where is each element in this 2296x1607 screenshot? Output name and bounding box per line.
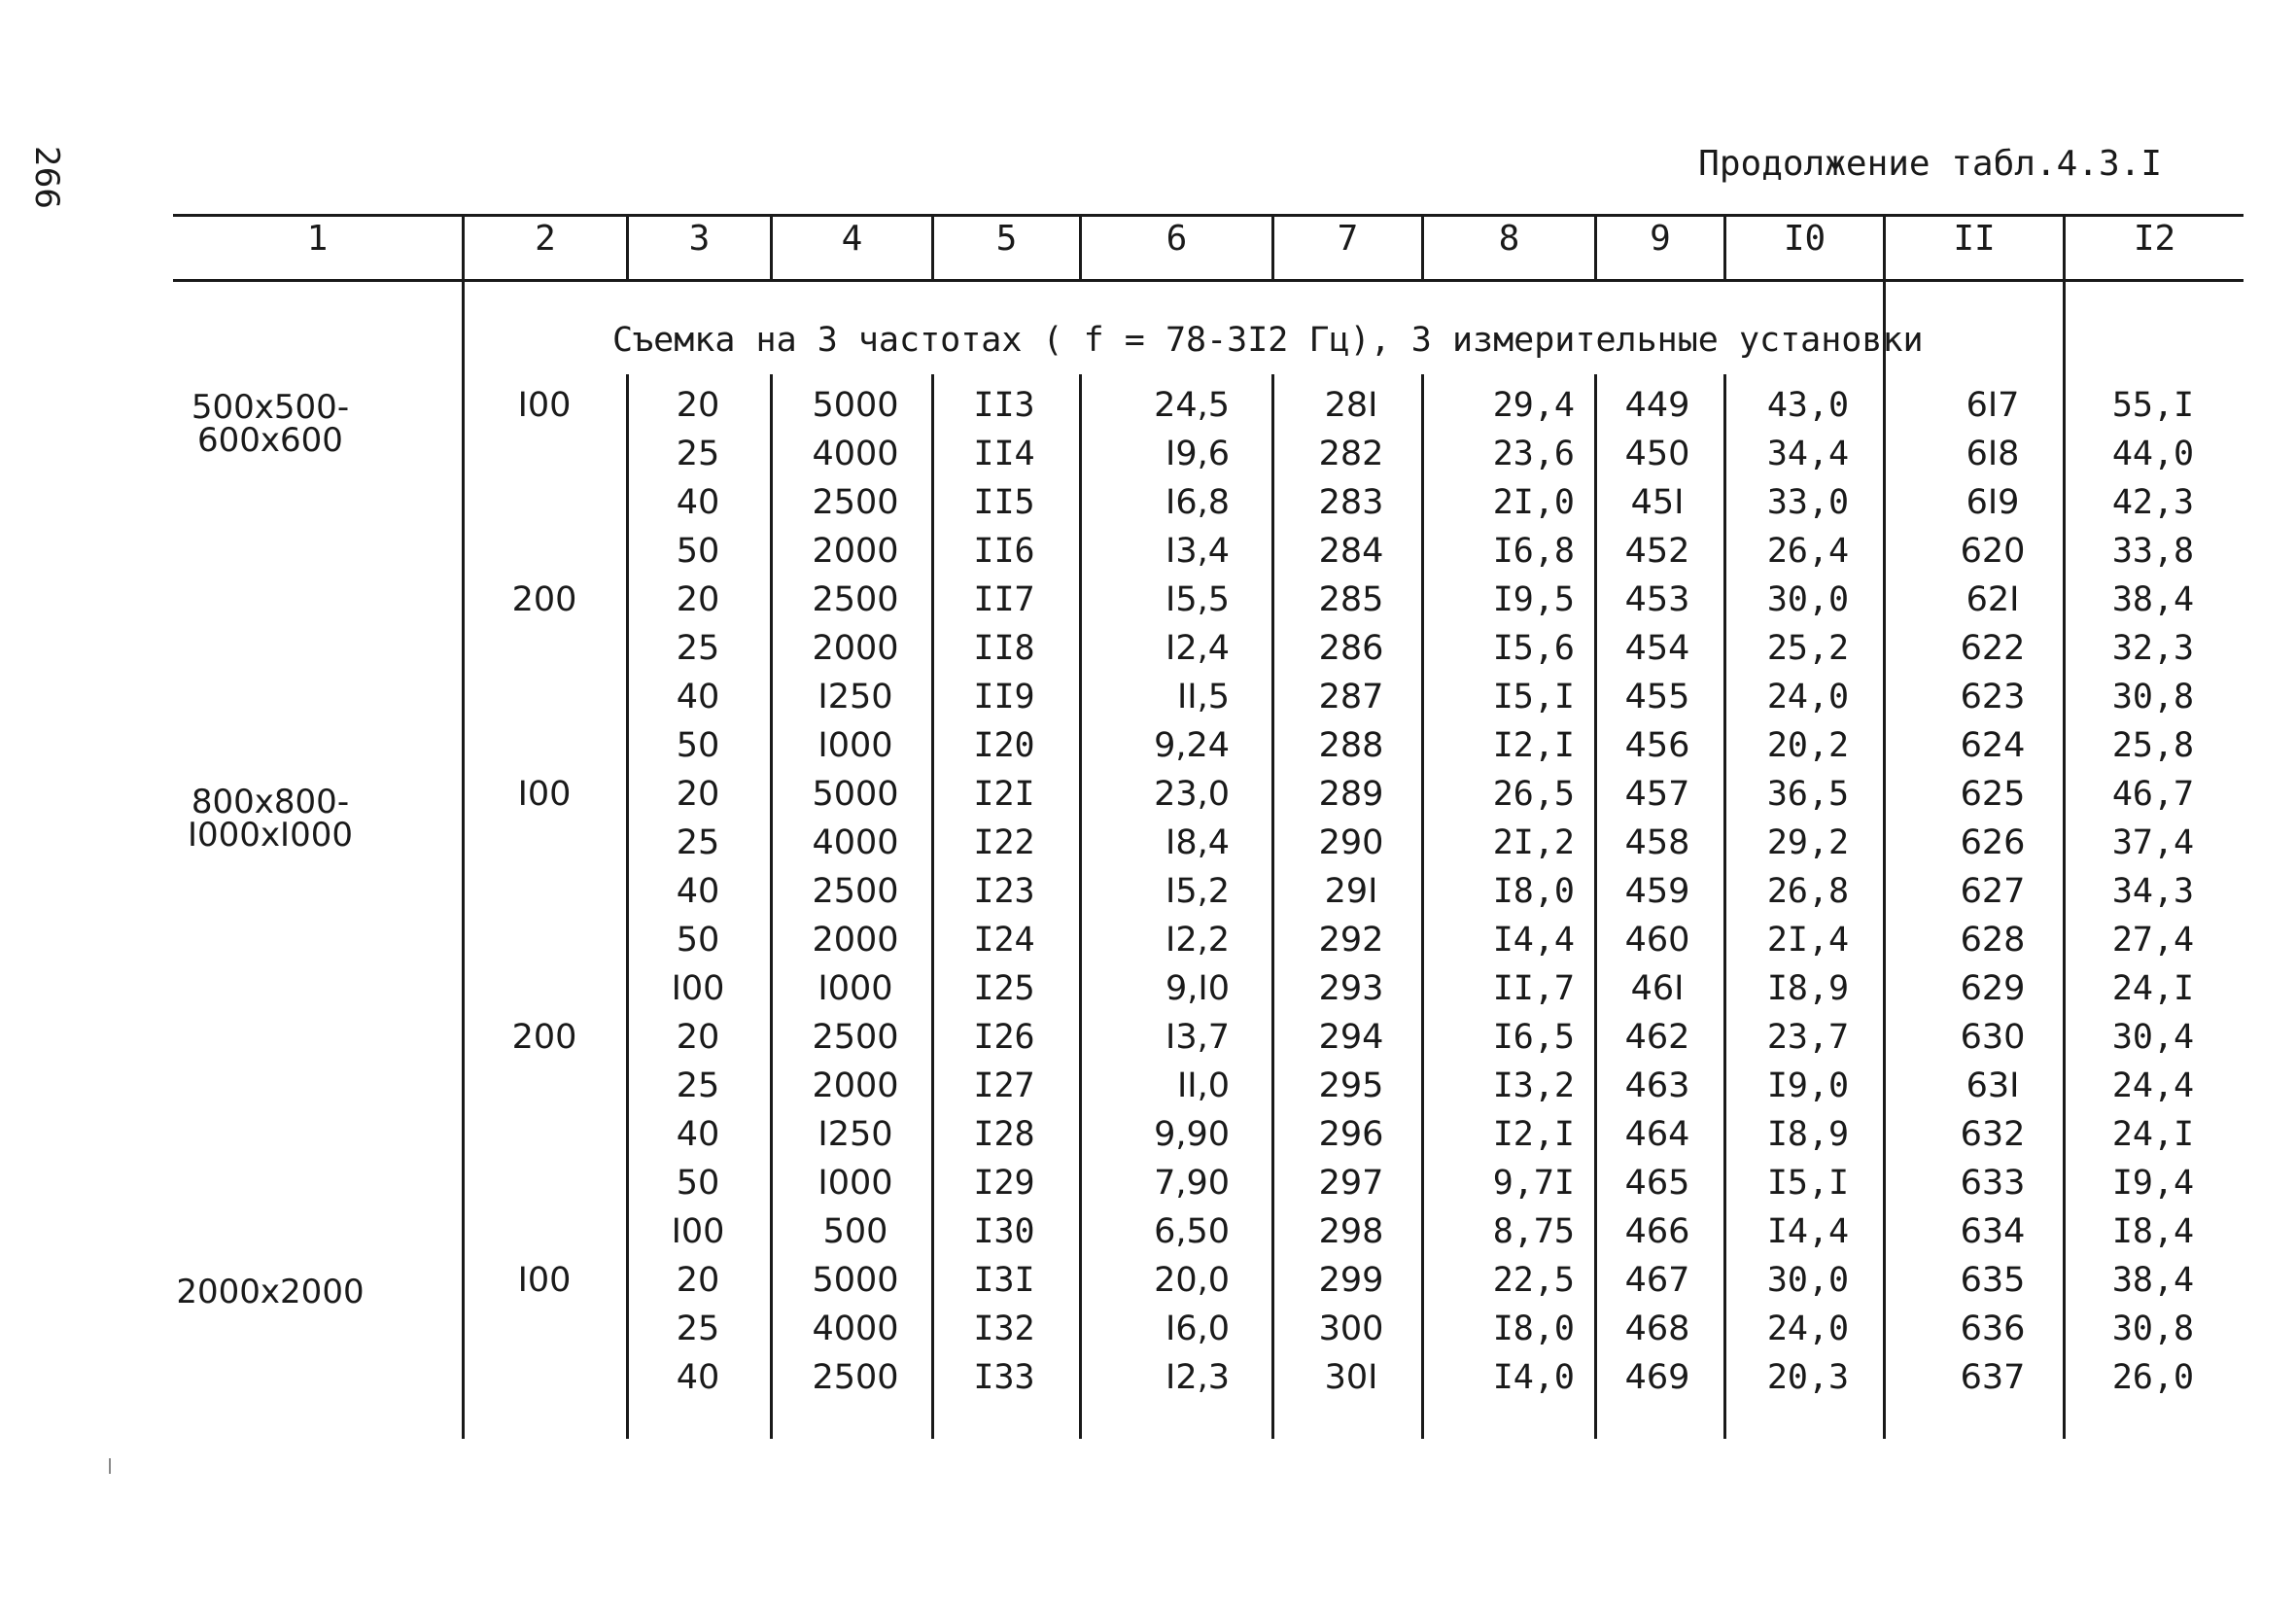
col-8-cell: I4,4 bbox=[1492, 921, 1575, 960]
col-10-cell: 25,2 bbox=[1766, 629, 1850, 668]
column-header-3: 3 bbox=[688, 219, 711, 259]
col-12-cell: 30,4 bbox=[2111, 1018, 2195, 1057]
col-8-cell: 29,4 bbox=[1492, 386, 1575, 425]
col-11-cell: 637 bbox=[1960, 1358, 2026, 1397]
col-9-cell: 46I bbox=[1630, 969, 1685, 1008]
col-6-cell: I3,7 bbox=[1165, 1018, 1230, 1057]
col-5-cell: I20 bbox=[973, 726, 1035, 765]
col-6-cell: I5,2 bbox=[1165, 872, 1230, 911]
col-7-cell: 283 bbox=[1318, 483, 1384, 522]
column-header-1: 1 bbox=[306, 219, 329, 259]
col-5-cell: II9 bbox=[973, 678, 1035, 716]
col-7-cell: 290 bbox=[1318, 823, 1384, 862]
table-top-rule bbox=[173, 214, 2244, 217]
col-11-cell: 633 bbox=[1960, 1164, 2026, 1203]
col-12-cell: 38,4 bbox=[2111, 1261, 2195, 1300]
col-5-cell: I23 bbox=[973, 872, 1035, 911]
col-9-cell: 462 bbox=[1624, 1018, 1690, 1057]
col-3-cell: I00 bbox=[671, 1212, 725, 1251]
col-11-cell: 6I8 bbox=[1966, 435, 2020, 473]
col-6-cell: I8,4 bbox=[1165, 823, 1230, 862]
col-10-cell: 2I,4 bbox=[1766, 921, 1850, 960]
col-5-cell: II8 bbox=[973, 629, 1035, 668]
col-4-cell: 2000 bbox=[812, 1066, 899, 1105]
col-3-cell: 25 bbox=[676, 823, 720, 862]
col-4-cell: I250 bbox=[818, 1115, 893, 1154]
col-6-cell: 23,0 bbox=[1154, 775, 1230, 814]
col-5-cell: I24 bbox=[973, 921, 1035, 960]
col-3-cell: 40 bbox=[676, 678, 720, 716]
col-6-cell: II,5 bbox=[1176, 678, 1230, 716]
col-7-cell: 292 bbox=[1318, 921, 1384, 960]
col-12-cell: 34,3 bbox=[2111, 872, 2195, 911]
col-9-cell: 467 bbox=[1624, 1261, 1690, 1300]
col-11-cell: 624 bbox=[1960, 726, 2026, 765]
col-9-cell: 465 bbox=[1624, 1164, 1690, 1203]
col-12-cell: 37,4 bbox=[2111, 823, 2195, 862]
col-12-cell: I8,4 bbox=[2111, 1212, 2195, 1251]
col-10-cell: I8,9 bbox=[1766, 969, 1850, 1008]
col-10-cell: 33,0 bbox=[1766, 483, 1850, 522]
col-10-cell: I5,I bbox=[1766, 1164, 1850, 1203]
col-4-cell: 2500 bbox=[812, 1358, 899, 1397]
col-6-cell: I5,5 bbox=[1165, 580, 1230, 619]
col-3-cell: 25 bbox=[676, 629, 720, 668]
col-4-cell: 2500 bbox=[812, 1018, 899, 1057]
column-header-10: I0 bbox=[1783, 219, 1826, 259]
col-11-cell: 629 bbox=[1960, 969, 2026, 1008]
column-header-12: I2 bbox=[2133, 219, 2176, 259]
col-11-cell: 63I bbox=[1966, 1066, 2020, 1105]
col-7-cell: 29I bbox=[1324, 872, 1378, 911]
col-8-cell: I6,5 bbox=[1492, 1018, 1575, 1057]
table-row bbox=[0, 430, 2296, 478]
col-3-cell: 25 bbox=[676, 1066, 720, 1105]
col-9-cell: 456 bbox=[1624, 726, 1690, 765]
col-12-cell: 38,4 bbox=[2111, 580, 2195, 619]
col-7-cell: 282 bbox=[1318, 435, 1384, 473]
col-12-cell: 26,0 bbox=[2111, 1358, 2195, 1397]
col-11-cell: 622 bbox=[1960, 629, 2026, 668]
col-7-cell: 299 bbox=[1318, 1261, 1384, 1300]
col-4-cell: 5000 bbox=[812, 775, 899, 814]
group-size-label-line1: 800x800- bbox=[191, 783, 350, 821]
col-8-cell: 22,5 bbox=[1492, 1261, 1575, 1300]
col-10-cell: 26,8 bbox=[1766, 872, 1850, 911]
col-7-cell: 294 bbox=[1318, 1018, 1384, 1057]
col-11-cell: 620 bbox=[1960, 532, 2026, 571]
col-4-cell: 2000 bbox=[812, 629, 899, 668]
col-8-cell: I5,I bbox=[1492, 678, 1575, 716]
table-row bbox=[0, 816, 2296, 867]
col-9-cell: 463 bbox=[1624, 1066, 1690, 1105]
col-12-cell: 24,I bbox=[2111, 969, 2195, 1008]
col-6-cell: 7,90 bbox=[1154, 1164, 1230, 1203]
col-9-cell: 450 bbox=[1624, 435, 1690, 473]
col-3-cell: 25 bbox=[676, 435, 720, 473]
column-header-8: 8 bbox=[1498, 219, 1520, 259]
col-11-cell: 62I bbox=[1966, 580, 2020, 619]
table-row bbox=[0, 770, 2296, 819]
col-5-cell: I33 bbox=[973, 1358, 1035, 1397]
col-8-cell: I8,0 bbox=[1492, 1310, 1575, 1348]
col-5-cell: II4 bbox=[973, 435, 1035, 473]
col-12-cell: 30,8 bbox=[2111, 1310, 2195, 1348]
col-11-cell: 626 bbox=[1960, 823, 2026, 862]
col-10-cell: 30,0 bbox=[1766, 580, 1850, 619]
col-4-cell: I000 bbox=[818, 1164, 893, 1203]
column-header-4: 4 bbox=[841, 219, 863, 259]
col-9-cell: 466 bbox=[1624, 1212, 1690, 1251]
col-5-cell: I22 bbox=[973, 823, 1035, 862]
col-8-cell: II,7 bbox=[1492, 969, 1575, 1008]
col-2-cell: I00 bbox=[517, 1261, 572, 1300]
table-row bbox=[0, 1256, 2296, 1305]
col-9-cell: 454 bbox=[1624, 629, 1690, 668]
col-3-cell: 50 bbox=[676, 921, 720, 960]
col-6-cell: 20,0 bbox=[1154, 1261, 1230, 1300]
col-11-cell: 630 bbox=[1960, 1018, 2026, 1057]
col-10-cell: 20,3 bbox=[1766, 1358, 1850, 1397]
table-row bbox=[0, 1305, 2296, 1353]
col-6-cell: 24,5 bbox=[1154, 386, 1230, 425]
col-10-cell: 34,4 bbox=[1766, 435, 1850, 473]
col-12-cell: 44,0 bbox=[2111, 435, 2195, 473]
col-10-cell: I9,0 bbox=[1766, 1066, 1850, 1105]
col-10-cell: 20,2 bbox=[1766, 726, 1850, 765]
col-8-cell: 9,7I bbox=[1492, 1164, 1575, 1203]
col-10-cell: 26,4 bbox=[1766, 532, 1850, 571]
col-12-cell: 27,4 bbox=[2111, 921, 2195, 960]
col-7-cell: 298 bbox=[1318, 1212, 1384, 1251]
col-6-cell: I6,0 bbox=[1165, 1310, 1230, 1348]
col-10-cell: 36,5 bbox=[1766, 775, 1850, 814]
col-12-cell: 25,8 bbox=[2111, 726, 2195, 765]
col-11-cell: 632 bbox=[1960, 1115, 2026, 1154]
col-10-cell: 30,0 bbox=[1766, 1261, 1850, 1300]
col-12-cell: 33,8 bbox=[2111, 532, 2195, 571]
col-3-cell: 40 bbox=[676, 483, 720, 522]
col-4-cell: 4000 bbox=[812, 1310, 899, 1348]
col-3-cell: 50 bbox=[676, 726, 720, 765]
col-4-cell: I000 bbox=[818, 969, 893, 1008]
col-12-cell: 30,8 bbox=[2111, 678, 2195, 716]
col-11-cell: 6I7 bbox=[1966, 386, 2020, 425]
col-11-cell: 628 bbox=[1960, 921, 2026, 960]
col-4-cell: 4000 bbox=[812, 823, 899, 862]
col-11-cell: 636 bbox=[1960, 1310, 2026, 1348]
col-12-cell: 24,4 bbox=[2111, 1066, 2195, 1105]
col-11-cell: 634 bbox=[1960, 1212, 2026, 1251]
col-6-cell: 9,90 bbox=[1154, 1115, 1230, 1154]
group-size-label-line2: I000xI000 bbox=[188, 816, 353, 855]
col-7-cell: 296 bbox=[1318, 1115, 1384, 1154]
col-8-cell: 26,5 bbox=[1492, 775, 1575, 814]
col-9-cell: 455 bbox=[1624, 678, 1690, 716]
col-7-cell: 289 bbox=[1318, 775, 1384, 814]
col-9-cell: 452 bbox=[1624, 532, 1690, 571]
col-3-cell: 40 bbox=[676, 872, 720, 911]
col-6-cell: I9,6 bbox=[1165, 435, 1230, 473]
table-row bbox=[0, 721, 2296, 770]
col-8-cell: 8,75 bbox=[1492, 1212, 1575, 1251]
column-header-2: 2 bbox=[535, 219, 556, 259]
col-11-cell: 625 bbox=[1960, 775, 2026, 814]
col-9-cell: 457 bbox=[1624, 775, 1690, 814]
col-11-cell: 623 bbox=[1960, 678, 2026, 716]
table-row bbox=[0, 1353, 2296, 1402]
col-12-cell: 32,3 bbox=[2111, 629, 2195, 668]
table-row bbox=[0, 673, 2296, 721]
col-6-cell: 6,50 bbox=[1154, 1212, 1230, 1251]
col-11-cell: 635 bbox=[1960, 1261, 2026, 1300]
col-7-cell: 28I bbox=[1324, 386, 1378, 425]
column-header-11: II bbox=[1953, 219, 1996, 259]
col-6-cell: II,0 bbox=[1176, 1066, 1230, 1105]
group-size-label-line2: 600x600 bbox=[197, 421, 343, 460]
col-4-cell: 2500 bbox=[812, 872, 899, 911]
col-5-cell: I29 bbox=[973, 1164, 1035, 1203]
table-row bbox=[0, 624, 2296, 673]
table-row bbox=[0, 1062, 2296, 1110]
col-2-cell: 200 bbox=[511, 580, 577, 619]
col-9-cell: 469 bbox=[1624, 1358, 1690, 1397]
col-4-cell: 2500 bbox=[812, 580, 899, 619]
header-bottom-rule bbox=[173, 279, 2244, 282]
col-5-cell: II7 bbox=[973, 580, 1035, 619]
col-11-cell: 627 bbox=[1960, 872, 2026, 911]
table-row bbox=[0, 381, 2296, 430]
col-6-cell: I2,3 bbox=[1165, 1358, 1230, 1397]
col-8-cell: I3,2 bbox=[1492, 1066, 1575, 1105]
col-10-cell: I8,9 bbox=[1766, 1115, 1850, 1154]
col-8-cell: I9,5 bbox=[1492, 580, 1575, 619]
col-9-cell: 460 bbox=[1624, 921, 1690, 960]
col-7-cell: 293 bbox=[1318, 969, 1384, 1008]
col-7-cell: 295 bbox=[1318, 1066, 1384, 1105]
col-8-cell: I5,6 bbox=[1492, 629, 1575, 668]
col-10-cell: 23,7 bbox=[1766, 1018, 1850, 1057]
col-7-cell: 30I bbox=[1324, 1358, 1378, 1397]
col-10-cell: 29,2 bbox=[1766, 823, 1850, 862]
col-3-cell: 20 bbox=[676, 1018, 720, 1057]
col-9-cell: 464 bbox=[1624, 1115, 1690, 1154]
col-5-cell: II5 bbox=[973, 483, 1035, 522]
col-6-cell: I6,8 bbox=[1165, 483, 1230, 522]
col-12-cell: 55,I bbox=[2111, 386, 2195, 425]
col-9-cell: 458 bbox=[1624, 823, 1690, 862]
col-8-cell: I2,I bbox=[1492, 726, 1575, 765]
col-11-cell: 6I9 bbox=[1966, 483, 2020, 522]
col-3-cell: 40 bbox=[676, 1358, 720, 1397]
col-5-cell: I26 bbox=[973, 1018, 1035, 1057]
col-5-cell: I2I bbox=[973, 775, 1035, 814]
col-3-cell: 20 bbox=[676, 1261, 720, 1300]
col-10-cell: 43,0 bbox=[1766, 386, 1850, 425]
col-5-cell: II6 bbox=[973, 532, 1035, 571]
table-continuation-label: Продолжение табл.4.3.I bbox=[1698, 144, 2162, 184]
col-4-cell: I250 bbox=[818, 678, 893, 716]
col-2-cell: I00 bbox=[517, 386, 572, 425]
col-3-cell: 20 bbox=[676, 775, 720, 814]
table-row bbox=[0, 964, 2296, 1013]
col-7-cell: 285 bbox=[1318, 580, 1384, 619]
col-6-cell: I2,2 bbox=[1165, 921, 1230, 960]
col-8-cell: I2,I bbox=[1492, 1115, 1575, 1154]
table-row bbox=[0, 1110, 2296, 1159]
col-3-cell: I00 bbox=[671, 969, 725, 1008]
table-row bbox=[0, 1159, 2296, 1207]
col-4-cell: 500 bbox=[822, 1212, 888, 1251]
col-4-cell: I000 bbox=[818, 726, 893, 765]
col-9-cell: 453 bbox=[1624, 580, 1690, 619]
col-7-cell: 286 bbox=[1318, 629, 1384, 668]
table-row bbox=[0, 576, 2296, 624]
col-3-cell: 25 bbox=[676, 1310, 720, 1348]
col-12-cell: I9,4 bbox=[2111, 1164, 2195, 1203]
table-row bbox=[0, 527, 2296, 576]
col-4-cell: 4000 bbox=[812, 435, 899, 473]
col-8-cell: I8,0 bbox=[1492, 872, 1575, 911]
col-10-cell: 24,0 bbox=[1766, 1310, 1850, 1348]
col-8-cell: I4,0 bbox=[1492, 1358, 1575, 1397]
col-5-cell: I27 bbox=[973, 1066, 1035, 1105]
col-6-cell: 9,24 bbox=[1154, 726, 1230, 765]
col-9-cell: 468 bbox=[1624, 1310, 1690, 1348]
col-8-cell: 2I,0 bbox=[1492, 483, 1575, 522]
col-9-cell: 449 bbox=[1624, 386, 1690, 425]
col-4-cell: 5000 bbox=[812, 1261, 899, 1300]
col-5-cell: II3 bbox=[973, 386, 1035, 425]
column-header-6: 6 bbox=[1165, 219, 1188, 259]
col-9-cell: 459 bbox=[1624, 872, 1690, 911]
col-5-cell: I25 bbox=[973, 969, 1035, 1008]
col-12-cell: 46,7 bbox=[2111, 775, 2195, 814]
col-3-cell: 20 bbox=[676, 386, 720, 425]
column-header-5: 5 bbox=[995, 219, 1018, 259]
col-7-cell: 300 bbox=[1318, 1310, 1384, 1348]
column-header-7: 7 bbox=[1337, 219, 1359, 259]
col-10-cell: I4,4 bbox=[1766, 1212, 1850, 1251]
page-number: 266 bbox=[27, 146, 66, 209]
col-9-cell: 45I bbox=[1630, 483, 1685, 522]
col-12-cell: 42,3 bbox=[2111, 483, 2195, 522]
col-5-cell: I32 bbox=[973, 1310, 1035, 1348]
col-8-cell: I6,8 bbox=[1492, 532, 1575, 571]
table-row bbox=[0, 916, 2296, 964]
col-8-cell: 2I,2 bbox=[1492, 823, 1575, 862]
margin-mark bbox=[109, 1458, 111, 1474]
col-3-cell: 20 bbox=[676, 580, 720, 619]
table-row bbox=[0, 1013, 2296, 1062]
col-4-cell: 2000 bbox=[812, 921, 899, 960]
col-6-cell: I2,4 bbox=[1165, 629, 1230, 668]
col-10-cell: 24,0 bbox=[1766, 678, 1850, 716]
section-title: Съемка на 3 частотах ( f = 78-3I2 Гц), 3 измерительные установки bbox=[612, 321, 1924, 360]
col-6-cell: 9,I0 bbox=[1165, 969, 1230, 1008]
col-3-cell: 50 bbox=[676, 1164, 720, 1203]
table-row bbox=[0, 478, 2296, 527]
col-2-cell: I00 bbox=[517, 775, 572, 814]
col-2-cell: 200 bbox=[511, 1018, 577, 1057]
col-4-cell: 2000 bbox=[812, 532, 899, 571]
col-7-cell: 297 bbox=[1318, 1164, 1384, 1203]
col-12-cell: 24,I bbox=[2111, 1115, 2195, 1154]
col-8-cell: 23,6 bbox=[1492, 435, 1575, 473]
col-5-cell: I30 bbox=[973, 1212, 1035, 1251]
col-3-cell: 40 bbox=[676, 1115, 720, 1154]
table-row bbox=[0, 1207, 2296, 1256]
col-7-cell: 287 bbox=[1318, 678, 1384, 716]
col-5-cell: I3I bbox=[973, 1261, 1035, 1300]
group-size-label-line1: 2000x2000 bbox=[176, 1273, 365, 1311]
col-7-cell: 288 bbox=[1318, 726, 1384, 765]
col-7-cell: 284 bbox=[1318, 532, 1384, 571]
col-6-cell: I3,4 bbox=[1165, 532, 1230, 571]
group-size-label-line1: 500x500- bbox=[191, 388, 350, 427]
table-row bbox=[0, 867, 2296, 916]
column-header-9: 9 bbox=[1650, 219, 1671, 259]
col-5-cell: I28 bbox=[973, 1115, 1035, 1154]
col-3-cell: 50 bbox=[676, 532, 720, 571]
col-4-cell: 2500 bbox=[812, 483, 899, 522]
col-4-cell: 5000 bbox=[812, 386, 899, 425]
